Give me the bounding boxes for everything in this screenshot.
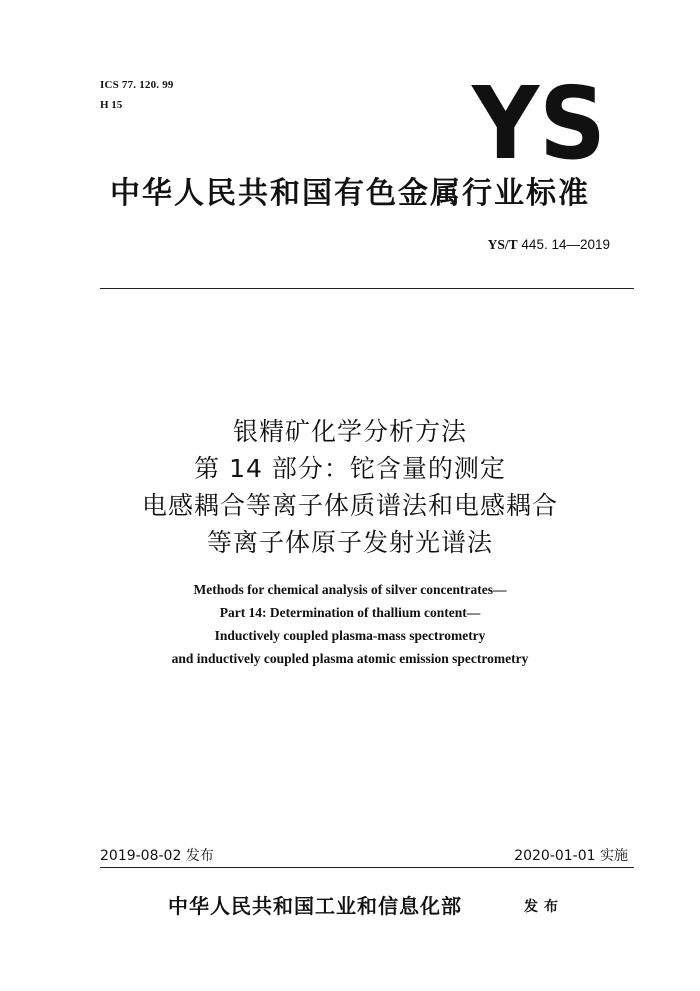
issuing-ministry: 中华人民共和国工业和信息化部 xyxy=(168,894,462,918)
standard-number-prefix: YS/T xyxy=(487,237,518,252)
issue-date: 2019-08-02 发布 xyxy=(100,848,214,864)
english-title-line-3: Inductively coupled plasma-mass spectrometry xyxy=(214,628,486,643)
ys-logo xyxy=(470,78,608,166)
ics-code: ICS 77. 120. 99 xyxy=(100,79,174,91)
ys-logo-text: YS xyxy=(471,78,606,166)
bottom-divider xyxy=(100,867,634,868)
standard-number-value: 445. 14—2019 xyxy=(521,237,610,252)
standard-number xyxy=(488,237,610,253)
chinese-title-line-3: 电感耦合等离子体质谱法和电感耦合 xyxy=(141,491,558,520)
english-title-line-2: Part 14: Determination of thallium content— xyxy=(219,605,481,620)
issue-label: 发布 xyxy=(524,899,564,915)
english-title-line-1: Methods for chemical analysis of silver concentrates— xyxy=(193,582,507,597)
chinese-title xyxy=(0,413,700,561)
chinese-title-line-1: 银精矿化学分析方法 xyxy=(232,417,467,446)
english-title-line-4: and inductively coupled plasma atomic emission spectrometry xyxy=(171,651,529,666)
ccs-code: H 15 xyxy=(100,99,123,111)
organization-title: 中华人民共和国有色金属行业标准 xyxy=(110,176,590,211)
english-title xyxy=(0,578,700,670)
implementation-date: 2020-01-01 实施 xyxy=(514,848,628,864)
chinese-title-line-2: 第 14 部分：铊含量的测定 xyxy=(194,454,506,483)
chinese-title-line-4: 等离子体原子发射光谱法 xyxy=(206,528,493,557)
top-divider xyxy=(100,288,634,289)
